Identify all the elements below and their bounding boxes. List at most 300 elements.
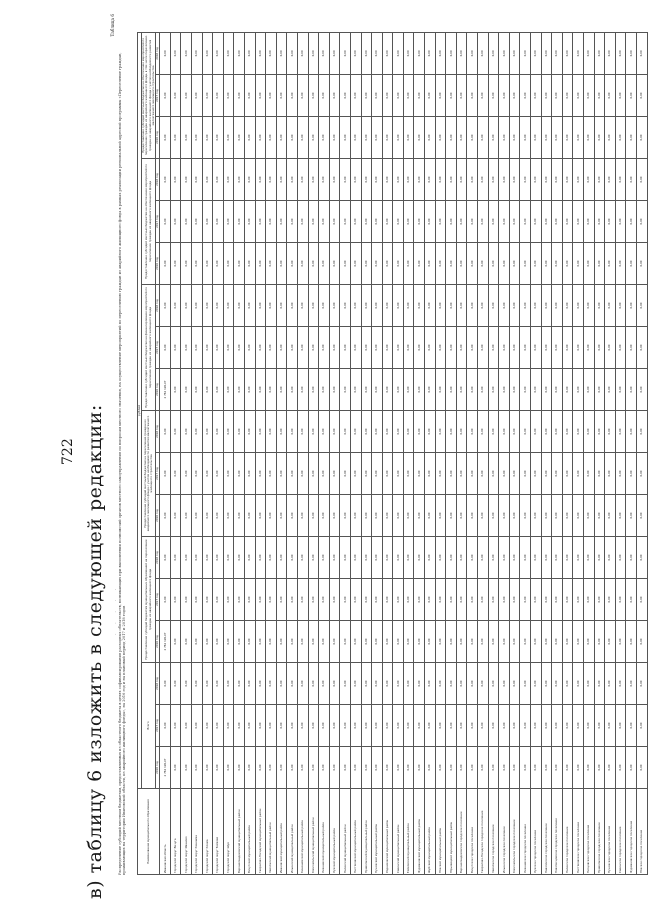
table-cell: 0,00 (499, 369, 510, 411)
table-cell: 0,00 (467, 579, 478, 621)
table-cell: 0,00 (382, 579, 393, 621)
table-cell: 0,00 (626, 32, 637, 74)
table-cell: 0,00 (425, 747, 436, 789)
table-cell: 0,00 (223, 705, 234, 747)
table-cell: 0,00 (425, 369, 436, 411)
table-cell: 0,00 (382, 747, 393, 789)
table-cell: 0,00 (403, 453, 414, 495)
table-cell: 0,00 (467, 537, 478, 579)
table-cell: 0,00 (170, 453, 181, 495)
table-cell: 0,00 (170, 243, 181, 285)
table-cell: 0,00 (573, 453, 584, 495)
table-cell: 0,00 (636, 243, 647, 285)
table-cell: 0,00 (287, 453, 298, 495)
table-title: Распределение субсидий местным бюджетам, предоставляемых из областного бюджета в целях софинансирования расходных обязательств, возникающих при выполнении полномочий органов местного самоуправления по вопросам местного значения, на осуществление мероприятий по переселению граждан из аварийного жилищного фонда в рамках реализации региональной адресной программы «Переселение граждан, проживающих на территории Ивановской области, из аварийного жилищного фонда», на 2016 год и на плановый период 2017 и 2018 годов (118, 52, 127, 875)
table-cell: 0,00 (636, 411, 647, 453)
row-name: Городской округ Кинешма (192, 789, 203, 875)
row-name: Гаврилово-Посадское городское поселение (478, 789, 489, 875)
table-cell: 0,00 (573, 327, 584, 369)
table-cell: 0,00 (170, 579, 181, 621)
table-cell: 0,00 (509, 369, 520, 411)
table-cell: 0,00 (329, 453, 340, 495)
table-cell: 0,00 (541, 453, 552, 495)
table-cell: 0,00 (308, 495, 319, 537)
row-name: Юрьевецкий муниципальный район (446, 789, 457, 875)
row-name: Наволокское городское поселение (541, 789, 552, 875)
table-cell: 0,00 (170, 495, 181, 537)
table-cell: 0,00 (414, 747, 425, 789)
table-cell: 0,00 (329, 369, 340, 411)
table-cell: 0,00 (435, 453, 446, 495)
table-cell: 0,00 (223, 537, 234, 579)
table-cell: 0,00 (266, 201, 277, 243)
table-cell: 0,00 (213, 453, 224, 495)
table-cell: 0,00 (573, 747, 584, 789)
table-cell: 0,00 (636, 32, 647, 74)
table-cell: 0,00 (276, 285, 287, 327)
table-cell: 0,00 (276, 747, 287, 789)
table-cell: 0,00 (319, 621, 330, 663)
table-cell: 0,00 (382, 159, 393, 201)
table-cell: 0,00 (160, 453, 171, 495)
table-cell: 0,00 (562, 495, 573, 537)
table-cell: 0,00 (446, 243, 457, 285)
table-caption: Таблица 6 (110, 14, 115, 37)
table-cell: 0,00 (456, 663, 467, 705)
row-name: Ивановский муниципальный район (276, 789, 287, 875)
table-cell: 0,00 (488, 621, 499, 663)
table-cell: 0,00 (202, 705, 213, 747)
table-cell: 0,00 (393, 32, 404, 74)
table-cell: 0,00 (181, 117, 192, 159)
table-cell: 0,00 (478, 663, 489, 705)
table-cell: 0,00 (372, 537, 383, 579)
table-cell: 0,00 (234, 705, 245, 747)
table-cell: 0,00 (594, 243, 605, 285)
row-name: Вичугский муниципальный район (244, 789, 255, 875)
table-cell: 0,00 (234, 579, 245, 621)
table-cell: 0,00 (170, 159, 181, 201)
table-cell: 0,00 (361, 495, 372, 537)
table-cell: 0,00 (446, 663, 457, 705)
table-cell: 0,00 (276, 453, 287, 495)
year-header: 2018 год (156, 663, 160, 705)
table-cell: 0,00 (234, 747, 245, 789)
table-cell: 0,00 (425, 537, 436, 579)
table-row (636, 32, 647, 874)
row-name: Приволжский муниципальный район (361, 789, 372, 875)
table-cell: 0,00 (573, 663, 584, 705)
table-cell: 0,00 (192, 327, 203, 369)
table-cell: 0,00 (234, 243, 245, 285)
table-cell: 0,00 (350, 705, 361, 747)
table-body (160, 32, 647, 874)
table-cell: 0,00 (382, 411, 393, 453)
table-cell: 0,00 (594, 579, 605, 621)
table-cell: 0,00 (192, 411, 203, 453)
table-cell: 0,00 (297, 369, 308, 411)
table-cell: 0,00 (594, 75, 605, 117)
table-cell: 0,00 (425, 159, 436, 201)
table-cell: 0,00 (467, 243, 478, 285)
table-cell: 0,00 (583, 453, 594, 495)
table-cell: 0,00 (499, 621, 510, 663)
table-cell: 0,00 (234, 411, 245, 453)
table-cell: 0,00 (255, 579, 266, 621)
table-cell: 0,00 (255, 159, 266, 201)
row-name: Савинское городское поселение (615, 789, 626, 875)
table-cell: 0,00 (456, 32, 467, 74)
table-cell: 0,00 (181, 327, 192, 369)
table-cell: 0,00 (478, 117, 489, 159)
table-cell: 0,00 (192, 243, 203, 285)
table-cell: 0,00 (372, 159, 383, 201)
col-header-sub1: Предоставление субсидий бюджетам муниципальных образований на переселение граждан из аварийного жилищного фонда (142, 537, 156, 663)
table-cell: 0,00 (192, 75, 203, 117)
table-cell: 0,00 (266, 537, 277, 579)
table-cell: 0,00 (170, 369, 181, 411)
table-cell: 0,00 (478, 32, 489, 74)
table-cell: 0,00 (615, 747, 626, 789)
table-cell: 0,00 (287, 369, 298, 411)
subsidy-table (137, 33, 644, 875)
table-cell: 0,00 (636, 453, 647, 495)
table-cell: 0,00 (626, 327, 637, 369)
table-cell: 0,00 (636, 327, 647, 369)
table-cell: 0,00 (541, 327, 552, 369)
table-cell: 0,00 (340, 411, 351, 453)
table-cell: 0,00 (160, 201, 171, 243)
table-cell: 0,00 (213, 32, 224, 74)
table-cell: 0,00 (223, 75, 234, 117)
table-cell: 0,00 (636, 369, 647, 411)
table-cell: 0,00 (297, 537, 308, 579)
table-cell: 0,00 (531, 159, 542, 201)
table-cell: 0,00 (213, 411, 224, 453)
table-cell: 0,00 (297, 663, 308, 705)
table-cell: 0,00 (520, 117, 531, 159)
table-cell: 0,00 (446, 495, 457, 537)
table-cell: 0,00 (287, 495, 298, 537)
table-cell: 0,00 (287, 285, 298, 327)
table-cell: 0,00 (202, 201, 213, 243)
table-cell: 0,00 (213, 495, 224, 537)
table-cell: 0,00 (276, 579, 287, 621)
year-header: 2016 год (156, 117, 160, 159)
table-cell: 0,00 (562, 32, 573, 74)
table-cell: 0,00 (414, 369, 425, 411)
table-cell: 0,00 (615, 201, 626, 243)
table-cell: 0,00 (531, 32, 542, 74)
table-cell: 0,00 (509, 201, 520, 243)
row-name: Лежневское городское поселение (520, 789, 531, 875)
row-name: Пучежский муниципальный район (372, 789, 383, 875)
table-cell: 0,00 (213, 327, 224, 369)
row-name: Комсомольский муниципальный район (308, 789, 319, 875)
table-cell: 0,00 (499, 159, 510, 201)
table-cell: 0,00 (170, 747, 181, 789)
table-cell: 0,00 (615, 243, 626, 285)
table-cell: 0,00 (276, 495, 287, 537)
table-cell: 0,00 (276, 201, 287, 243)
table-cell: 0,00 (308, 705, 319, 747)
table-cell: 0,00 (403, 327, 414, 369)
table-cell: 0,00 (287, 663, 298, 705)
table-cell: 0,00 (562, 663, 573, 705)
table-cell: 0,00 (636, 579, 647, 621)
table-cell: 0,00 (636, 705, 647, 747)
table-row (297, 32, 308, 874)
table-cell: 0,00 (361, 663, 372, 705)
table-cell: 0,00 (234, 159, 245, 201)
row-name: Комсомольское городское поселение (509, 789, 520, 875)
table-cell: 0,00 (573, 32, 584, 74)
table-cell: 0,00 (181, 705, 192, 747)
table-cell: 0,00 (509, 537, 520, 579)
table-cell: 0,00 (393, 201, 404, 243)
table-cell: 0,00 (636, 495, 647, 537)
table-cell: 0,00 (244, 705, 255, 747)
table-cell: 0,00 (266, 159, 277, 201)
table-row (562, 32, 573, 874)
table-cell: 0,00 (223, 117, 234, 159)
table-cell: 0,00 (308, 537, 319, 579)
table-cell: 0,00 (488, 579, 499, 621)
table-row (520, 32, 531, 874)
row-name: Городской округ Вичуга (170, 789, 181, 875)
table-cell: 0,00 (361, 579, 372, 621)
table-cell: 0,00 (297, 621, 308, 663)
table-cell: 0,00 (181, 579, 192, 621)
table-cell: 0,00 (615, 453, 626, 495)
row-name: Южский муниципальный район (435, 789, 446, 875)
table-cell: 0,00 (509, 117, 520, 159)
year-header: 2017 год (156, 705, 160, 747)
table-cell: 0,00 (435, 285, 446, 327)
table-cell: 0,00 (266, 705, 277, 747)
table-cell: 0,00 (583, 75, 594, 117)
table-cell: 0,00 (467, 75, 478, 117)
table-cell: 0,00 (382, 285, 393, 327)
table-row (626, 32, 637, 874)
table-cell: 0,00 (244, 537, 255, 579)
table-cell: 0,00 (202, 159, 213, 201)
table-cell: 0,00 (393, 369, 404, 411)
table-cell: 0,00 (181, 243, 192, 285)
table-cell: 0,00 (372, 621, 383, 663)
table-cell: 0,00 (414, 243, 425, 285)
table-cell: 0,00 (478, 75, 489, 117)
table-cell: 0,00 (552, 663, 563, 705)
table-cell: 0,00 (594, 117, 605, 159)
table-cell: 0,00 (244, 663, 255, 705)
table-cell: 0,00 (393, 159, 404, 201)
table-cell: 0,00 (160, 159, 171, 201)
table-cell: 0,00 (372, 495, 383, 537)
table-row (435, 32, 446, 874)
table-cell: 0,00 (319, 453, 330, 495)
table-cell: 0,00 (202, 75, 213, 117)
table-cell: 0,00 (583, 537, 594, 579)
table-row (583, 32, 594, 874)
table-cell: 0,00 (350, 201, 361, 243)
table-cell: 0,00 (276, 537, 287, 579)
table-cell: 0,00 (615, 117, 626, 159)
table-cell: 0,00 (202, 411, 213, 453)
table-cell: 0,00 (319, 75, 330, 117)
table-cell: 0,00 (562, 117, 573, 159)
table-cell: 0,00 (531, 621, 542, 663)
table-cell: 0,00 (626, 579, 637, 621)
table-cell: 0,00 (520, 579, 531, 621)
table-cell: 0,00 (382, 75, 393, 117)
table-cell: 0,00 (181, 75, 192, 117)
table-cell: 2 762 190,97 (160, 369, 171, 411)
table-cell: 0,00 (446, 75, 457, 117)
table-cell: 0,00 (446, 579, 457, 621)
table-cell: 0,00 (573, 243, 584, 285)
table-cell: 0,00 (403, 32, 414, 74)
table-row (181, 32, 192, 874)
table-cell: 0,00 (541, 705, 552, 747)
table-cell: 0,00 (170, 285, 181, 327)
table-cell: 0,00 (192, 537, 203, 579)
year-header: 2017 год (156, 327, 160, 369)
table-cell: 0,00 (478, 453, 489, 495)
table-cell: 0,00 (244, 201, 255, 243)
table-cell: 0,00 (573, 285, 584, 327)
table-cell: 0,00 (213, 621, 224, 663)
table-cell: 0,00 (414, 117, 425, 159)
table-cell: 0,00 (223, 369, 234, 411)
row-name: Палехский муниципальный район (340, 789, 351, 875)
table-cell: 0,00 (244, 327, 255, 369)
row-name: Родниковский муниципальный район (382, 789, 393, 875)
table-cell: 0,00 (562, 75, 573, 117)
table-cell: 0,00 (499, 453, 510, 495)
table-cell: 0,00 (594, 411, 605, 453)
header-rub: рублей (138, 32, 142, 788)
table-cell: 0,00 (213, 201, 224, 243)
table-cell: 0,00 (552, 285, 563, 327)
table-cell: 0,00 (403, 579, 414, 621)
table-cell: 0,00 (552, 621, 563, 663)
table-cell: 0,00 (636, 75, 647, 117)
table-cell: 0,00 (414, 621, 425, 663)
table-cell: 0,00 (244, 285, 255, 327)
table-cell: 0,00 (594, 201, 605, 243)
table-cell: 0,00 (435, 621, 446, 663)
table-cell: 0,00 (329, 75, 340, 117)
table-cell: 0,00 (435, 747, 446, 789)
table-cell: 0,00 (319, 411, 330, 453)
table-cell: 0,00 (425, 453, 436, 495)
table-row (467, 32, 478, 874)
table-cell: 0,00 (478, 411, 489, 453)
table-cell: 0,00 (446, 369, 457, 411)
table-cell: 0,00 (467, 159, 478, 201)
table-cell: 0,00 (594, 495, 605, 537)
row-name: Лухское городское поселение (531, 789, 542, 875)
table-cell: 0,00 (287, 159, 298, 201)
table-cell: 0,00 (562, 159, 573, 201)
table-cell: 0,00 (393, 327, 404, 369)
table-cell: 0,00 (403, 75, 414, 117)
table-cell: 0,00 (403, 537, 414, 579)
row-name: Фурмановский муниципальный район (414, 789, 425, 875)
table-cell: 0,00 (276, 369, 287, 411)
table-cell: 2 762 190,97 (160, 621, 171, 663)
table-cell: 0,00 (425, 495, 436, 537)
table-cell: 0,00 (499, 327, 510, 369)
table-row (170, 32, 181, 874)
table-cell: 0,00 (308, 327, 319, 369)
table-row (573, 32, 584, 874)
table-cell: 0,00 (160, 537, 171, 579)
table-cell: 0,00 (446, 327, 457, 369)
table-cell: 0,00 (266, 75, 277, 117)
year-header: 2018 год (156, 285, 160, 327)
table-cell: 0,00 (499, 75, 510, 117)
table-cell: 0,00 (583, 663, 594, 705)
table-cell: 0,00 (456, 579, 467, 621)
table-cell: 0,00 (297, 159, 308, 201)
table-cell: 0,00 (266, 663, 277, 705)
table-cell: 0,00 (605, 159, 616, 201)
table-cell: 0,00 (583, 411, 594, 453)
table-cell: 0,00 (329, 201, 340, 243)
table-cell: 0,00 (552, 327, 563, 369)
table-cell: 0,00 (244, 747, 255, 789)
table-cell: 0,00 (181, 32, 192, 74)
table-cell: 0,00 (531, 201, 542, 243)
table-cell: 0,00 (626, 663, 637, 705)
table-cell: 0,00 (562, 411, 573, 453)
table-cell: 0,00 (615, 75, 626, 117)
table-cell: 0,00 (382, 32, 393, 74)
table-cell: 0,00 (181, 201, 192, 243)
year-header: 2018 год (156, 32, 160, 74)
table-cell: 0,00 (425, 411, 436, 453)
table-cell: 0,00 (636, 537, 647, 579)
table-cell: 0,00 (552, 579, 563, 621)
table-cell: 0,00 (297, 747, 308, 789)
table-cell: 0,00 (170, 411, 181, 453)
table-cell: 0,00 (350, 159, 361, 201)
table-cell: 0,00 (361, 243, 372, 285)
table-cell: 0,00 (403, 369, 414, 411)
table-cell: 0,00 (425, 579, 436, 621)
table-row (552, 32, 563, 874)
table-cell: 0,00 (319, 495, 330, 537)
table-cell: 0,00 (202, 285, 213, 327)
table-cell: 0,00 (446, 285, 457, 327)
table-cell: 0,00 (509, 285, 520, 327)
table-cell: 0,00 (223, 285, 234, 327)
table-cell: 0,00 (583, 747, 594, 789)
table-cell: 0,00 (594, 705, 605, 747)
table-cell: 0,00 (382, 243, 393, 285)
table-cell: 0,00 (456, 75, 467, 117)
table-cell: 0,00 (626, 411, 637, 453)
table-cell: 0,00 (319, 663, 330, 705)
table-cell: 0,00 (605, 285, 616, 327)
table-cell: 0,00 (329, 243, 340, 285)
table-cell: 0,00 (223, 579, 234, 621)
table-cell: 0,00 (403, 411, 414, 453)
table-cell: 0,00 (213, 705, 224, 747)
table-cell: 0,00 (255, 705, 266, 747)
